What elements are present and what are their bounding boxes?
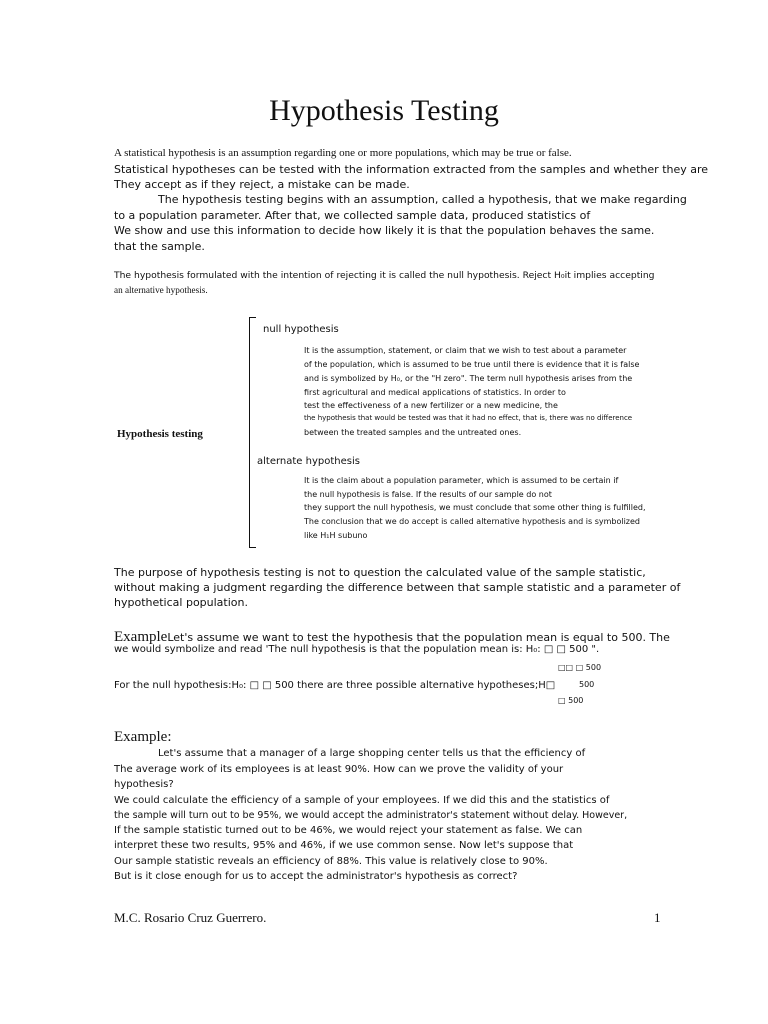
footer-author: M.C. Rosario Cruz Guerrero. (114, 910, 267, 925)
example1-alt-c: □ 500 (558, 696, 584, 705)
example2-line-8: Our sample statistic reveals an efficiency of 88%. This value is relatively close to 90%. (114, 856, 548, 867)
null-intro-line-2: an alternative hypothesis. (114, 285, 208, 295)
alt-desc-line-4: The conclusion that we do accept is called alternative hypothesis and is symbolized (304, 517, 640, 526)
example2-line-6: If the sample statistic turned out to be 46%, we would reject your statement as false. We can (114, 825, 583, 836)
example1-line-3: For the null hypothesis:H₀: □ □ 500 there are three possible alternative hypotheses;H□ (114, 680, 556, 691)
null-intro-line-1: The hypothesis formulated with the intention of rejecting it is called the null hypothesis. Reject H₀it implies accepting (114, 270, 655, 281)
purpose-line-3: hypothetical population. (114, 596, 248, 609)
alternate-hypothesis-heading: alternate hypothesis (257, 456, 360, 467)
null-desc-line-5: test the effectiveness of a new fertilizer or a new medicine, the (304, 401, 558, 410)
example2-line-7: interpret these two results, 95% and 46%, if we use common sense. Now let's suppose that (114, 840, 574, 851)
example1-line-1: Let's assume we want to test the hypothesis that the population mean is equal to 500. The (167, 631, 670, 644)
example2-heading: Example: (114, 729, 172, 745)
example1-heading: Example (114, 629, 168, 645)
intro-line-6: We show and use this information to decide how likely it is that the population behaves the same. (114, 224, 655, 237)
bracket-line (249, 317, 250, 547)
example2-line-2: The average work of its employees is at least 90%. How can we prove the validity of your (114, 764, 564, 775)
example1-line-2: we would symbolize and read 'The null hypothesis is that the population mean is: H₀: □ □ 500 ". (114, 644, 600, 655)
alt-desc-line-3: they support the null hypothesis, we must conclude that some other thing is fulfilled, (304, 503, 646, 512)
null-desc-line-3: and is symbolized by H₀, or the "H zero". The term null hypothesis arises from the (304, 374, 633, 383)
example2-line-5: the sample will turn out to be 95%, we would accept the administrator's statement without delay. However, (114, 810, 628, 821)
bracket-top-tick (249, 317, 256, 318)
example2-line-4: We could calculate the efficiency of a sample of your employees. If we did this and the statistics of (114, 795, 610, 806)
intro-line-4: The hypothesis testing begins with an assumption, called a hypothesis, that we make regarding (158, 193, 687, 206)
purpose-line-2: without making a judgment regarding the difference between that sample statistic and a parameter of (114, 581, 681, 594)
example1-first-line (114, 626, 670, 646)
null-desc-line-6: the hypothesis that would be tested was that it had no effect, that is, there was no difference (304, 414, 633, 422)
null-hypothesis-heading: null hypothesis (263, 324, 339, 335)
example1-alt-a: □□ □ 500 (558, 663, 602, 672)
intro-line-1: A statistical hypothesis is an assumption regarding one or more populations, which may be true or false. (114, 147, 572, 159)
alt-desc-line-2: the null hypothesis is false. If the results of our sample do not (304, 490, 552, 499)
alt-desc-line-1: It is the claim about a population parameter, which is assumed to be certain if (304, 476, 619, 485)
null-desc-line-4: first agricultural and medical applications of statistics. In order to (304, 388, 566, 397)
purpose-line-1: The purpose of hypothesis testing is not to question the calculated value of the sample statistic, (114, 566, 646, 579)
diagram-left-label: Hypothesis testing (117, 428, 203, 440)
alt-desc-line-5: like H₁H subuno (304, 531, 368, 540)
intro-line-7: that the sample. (114, 240, 205, 253)
bracket-bottom-tick (249, 547, 256, 548)
example1-alt-b: 500 (579, 680, 595, 689)
null-desc-line-7: between the treated samples and the untreated ones. (304, 428, 522, 437)
page-title: Hypothesis Testing (269, 94, 499, 127)
example2-line-9: But is it close enough for us to accept the administrator's hypothesis as correct? (114, 871, 518, 882)
page-number: 1 (654, 910, 661, 925)
null-desc-line-2: of the population, which is assumed to be true until there is evidence that it is false (304, 360, 640, 369)
intro-line-5: to a population parameter. After that, we collected sample data, produced statistics of (114, 209, 591, 222)
null-desc-line-1: It is the assumption, statement, or claim that we wish to test about a parameter (304, 346, 627, 355)
example2-line-3: hypothesis? (114, 779, 174, 790)
example2-line-1: Let's assume that a manager of a large shopping center tells us that the efficiency of (158, 748, 586, 759)
intro-line-2: Statistical hypotheses can be tested with the information extracted from the samples and whether they are (114, 163, 709, 176)
intro-line-3: They accept as if they reject, a mistake can be made. (114, 178, 410, 191)
